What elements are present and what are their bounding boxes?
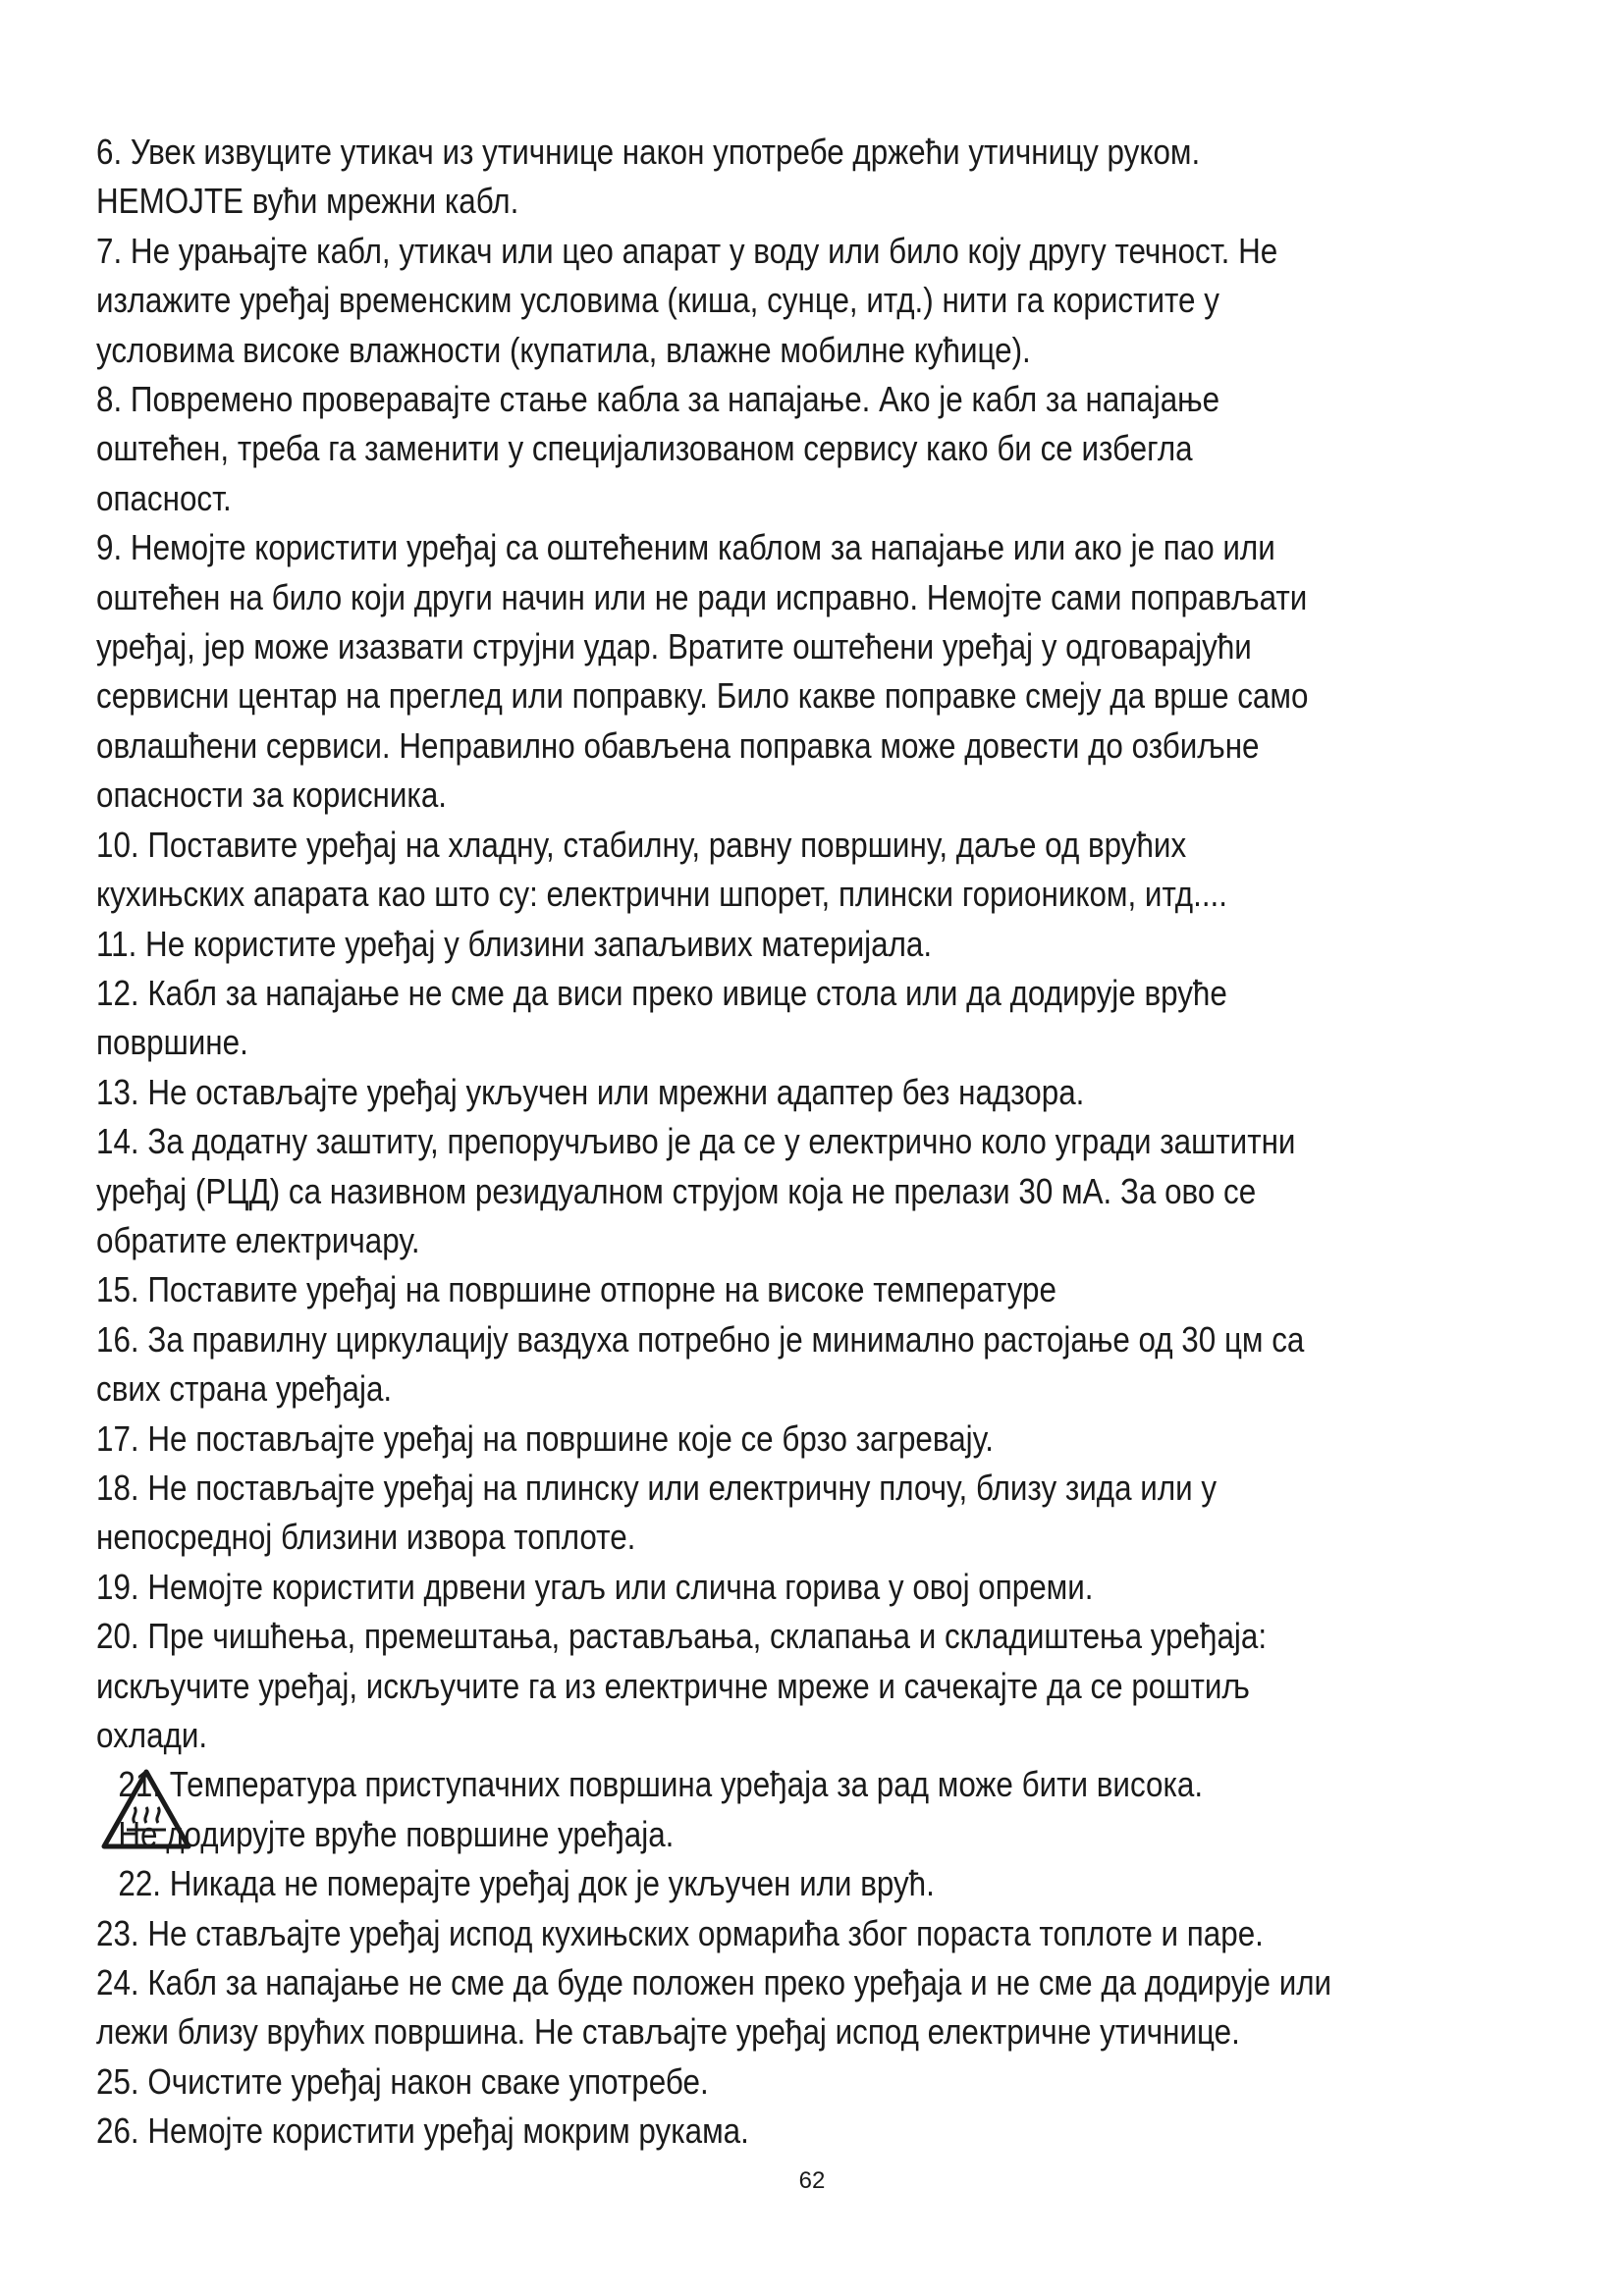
text-line: 17. Не постављајте уређај на површине које се брзо загревају. — [96, 1417, 994, 1459]
text-line: 20. Пре чишћења, премештања, растављања, склапања и складиштења уређаја: — [96, 1616, 1268, 1657]
text-line: 10. Поставите уређај на хладну, стабилну, равну површину, даље од врућих — [96, 824, 1187, 865]
text-line: 23. Не стављајте уређај испод кухињских ормарића због пораста топлоте и паре. — [96, 1912, 1264, 1953]
instructions-list — [96, 128, 1569, 2157]
safety-item-8 — [96, 375, 1569, 523]
text-line: овлашћени сервиси. Неправилно обављена поправка може довести до озбиљне — [96, 724, 1260, 766]
safety-item-18 — [96, 1464, 1569, 1563]
text-line: 19. Немојте користити дрвени угаљ или слична горива у овој опреми. — [96, 1566, 1094, 1607]
safety-item-24 — [96, 1958, 1569, 2057]
text-line: Не додирујте вруће површине уређаја. — [118, 1813, 675, 1854]
hot-surface-warning-block — [96, 1760, 1569, 1908]
safety-item-12 — [96, 969, 1569, 1068]
text-line: кухињских апарата као што су: електрични шпорет, плински гориоником, итд.... — [96, 874, 1227, 915]
text-line: искључите уређај, искључите га из електричне мреже и сачекајте да се роштиљ — [96, 1665, 1250, 1706]
text-line: непосредној близини извора топлоте. — [96, 1517, 636, 1558]
safety-item-26 — [96, 2107, 1569, 2156]
safety-items-tail — [96, 1909, 1569, 2157]
text-line: 15. Поставите уређај на површине отпорне на високе температуре — [96, 1269, 1056, 1310]
text-line: 14. За додатну заштиту, препоручљиво је да се у електрично коло угради заштитни — [96, 1121, 1296, 1162]
safety-items-main — [96, 128, 1569, 1760]
text-line: обратите електричару. — [96, 1219, 420, 1260]
text-line: 8. Повремено проверавајте стање кабла за напајање. Ако је кабл за напајање — [96, 379, 1220, 420]
text-line: 6. Увек извуците утикач из утичнице након употребе држећи утичницу руком. — [96, 132, 1201, 172]
text-line: 26. Немојте користити уређај мокрим рукама. — [96, 2110, 749, 2152]
text-line: 9. Немојте користити уређај са оштећеним каблом за напајање или ако је пао или — [96, 527, 1275, 568]
text-line: лежи близу врућих површина. Не стављајте уређај испод електричне утичнице. — [96, 2011, 1240, 2053]
text-line: 7. Не урањајте кабл, утикач или цео апарат у воду или било коју другу течност. Не — [96, 230, 1278, 271]
safety-item-21 — [96, 1760, 1591, 1859]
text-line: условима високе влажности (купатила, влажне мобилне кућице). — [96, 329, 1031, 370]
safety-item-25 — [96, 2057, 1569, 2107]
text-line: оштећен на било који други начин или не ради исправно. Немојте сами поправљати — [96, 576, 1308, 617]
text-line: свих страна уређаја. — [96, 1368, 393, 1410]
text-line: 13. Не остављајте уређај укључен или мрежни адаптер без надзора. — [96, 1071, 1085, 1112]
safety-item-16 — [96, 1315, 1569, 1415]
text-line: 11. Не користите уређај у близини запаљивих материјала. — [96, 923, 933, 964]
page-number: 62 — [798, 2167, 826, 2194]
text-line: опасности за корисника. — [96, 774, 448, 816]
safety-item-9 — [96, 523, 1569, 820]
safety-item-17 — [96, 1415, 1569, 1464]
safety-item-20 — [96, 1612, 1569, 1760]
safety-item-11 — [96, 920, 1569, 969]
safety-item-23 — [96, 1909, 1569, 1958]
text-line: опасност. — [96, 477, 232, 518]
safety-item-13 — [96, 1068, 1569, 1117]
text-line: охлади. — [96, 1715, 208, 1755]
safety-item-6 — [96, 128, 1569, 227]
safety-item-19 — [96, 1563, 1569, 1612]
safety-item-15 — [96, 1265, 1569, 1314]
text-line: сервисни центар на преглед или поправку. Било какве поправке смеју да врше само — [96, 675, 1309, 717]
text-line: 18. Не постављајте уређај на плинску или електричну плочу, близу зида или у — [96, 1467, 1218, 1508]
text-line: уређај (РЦД) са називном резидуалном струјом која не прелази 30 мА. За ово се — [96, 1170, 1257, 1211]
text-line: уређај, јер може изазвати струјни удар. Вратите оштећени уређај у одговарајући — [96, 626, 1252, 667]
safety-item-22 — [96, 1859, 1591, 1908]
text-line: 25. Очистите уређај након сваке употребе. — [96, 2060, 709, 2102]
safety-item-14 — [96, 1117, 1569, 1265]
text-line: НЕМОЈТЕ вући мрежни кабл. — [96, 181, 519, 222]
text-line: 12. Кабл за напајање не сме да виси преко ивице стола или да додирује вруће — [96, 972, 1227, 1013]
text-line: 16. За правилну циркулацију ваздуха потребно је минимално растојање од 30 цм са — [96, 1318, 1305, 1360]
text-line: оштећен, треба га заменити у специјализованом сервису како би се избегла — [96, 428, 1193, 469]
text-line: површине. — [96, 1022, 248, 1063]
text-line: излажите уређај временским условима (киша, сунце, итд.) нити га користите у — [96, 280, 1219, 321]
text-line: 24. Кабл за напајање не сме да буде положен преко уређаја и не сме да додирује или — [96, 1962, 1332, 2003]
text-line: 21. Температура приступачних површина уређаја за рад може бити висока. — [118, 1764, 1204, 1805]
text-line: 22. Никада не померајте уређај док је укључен или врућ. — [118, 1863, 935, 1904]
safety-item-7 — [96, 227, 1569, 375]
safety-item-10 — [96, 821, 1569, 920]
